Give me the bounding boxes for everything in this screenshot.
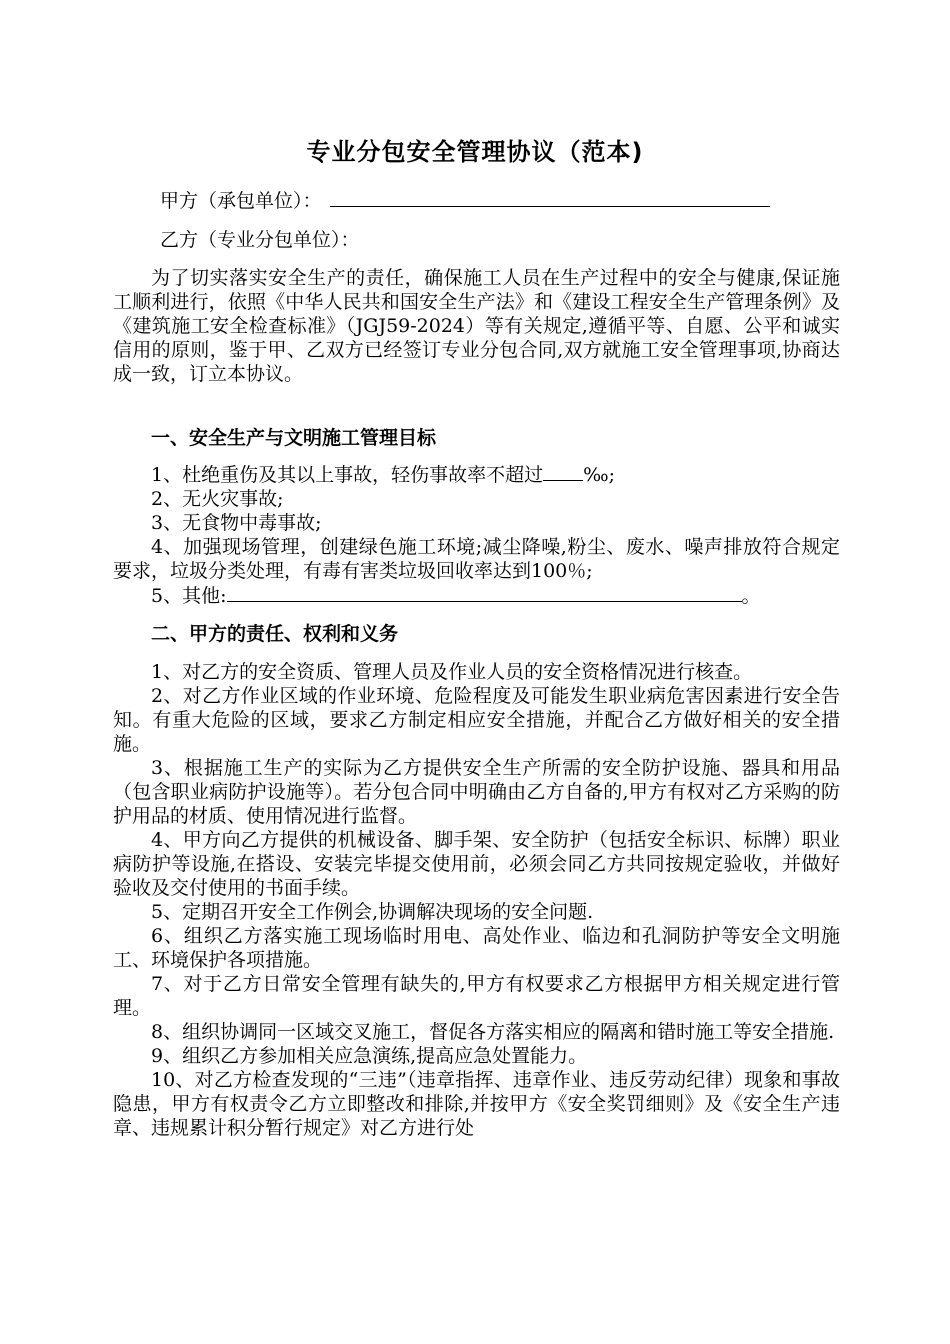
section-2-items [113,660,840,1140]
party-a-line [160,188,770,213]
party-b-line [160,228,360,252]
party-a-label: 甲方（承包单位）： [160,190,322,212]
goal-item-3: 3、无食物中毒事故; [151,512,322,534]
party-b-label: 乙方（专业分包单位）： [160,229,360,251]
party-a-duty-9: 9、组织乙方参加相关应急演练,提高应急处置能力。 [151,1045,588,1067]
party-a-duty-2: 2、对乙方作业区域的作业环境、危险程度及可能发生职业病危害因素进行安全告知。有重大危险的区域，要求乙方制定相应安全措施，并配合乙方做好相关的安全措施。 [113,685,840,755]
party-a-duty-3: 3、根据施工生产的实际为乙方提供安全生产所需的安全防护设施、器具和用品（包含职业病防护设施等）。若分包合同中明确由乙方自备的,甲方有权对乙方采购的防护用品的材质、使用情况进行监督。 [113,757,840,827]
goal-item-2: 2、无火灾事故; [151,488,284,510]
goal-item-4: 4、加强现场管理，创建绿色施工环境;减尘降噪,粉尘、废水、噪声排放符合规定要求，垃圾分类处理，有毒有害类垃圾回收率达到100％; [113,536,840,582]
injury-rate-blank[interactable] [543,462,583,481]
goal-item-5 [113,583,840,608]
section-2-heading: 二、甲方的责任、权利和义务 [151,623,399,645]
section-1 [113,426,840,608]
intro-paragraph: 为了切实落实安全生产的责任，确保施工人员在生产过程中的安全与健康,保证施工顺利进行，依照《中华人民共和国安全生产法》和《建设工程安全生产管理条例》及《建筑施工安全检查标准》（JGJ59-2024）等有关规定,遵循平等、自愿、公平和诚实信用的原则，鉴于甲、乙双方已经签订专业分包合同,双方就施工安全管理事项,协商达成一致，订立本协议。 [113,267,840,385]
intro-block [113,266,840,386]
goal-item-1-text: 1、杜绝重伤及其以上事故，轻伤事故率不超过 [151,464,544,486]
party-a-duty-5: 5、定期召开安全工作例会,协调解决现场的安全问题. [151,901,594,923]
party-a-duty-7: 7、对于乙方日常安全管理有缺失的,甲方有权要求乙方根据甲方相关规定进行管理。 [113,973,840,1019]
party-a-duty-4: 4、甲方向乙方提供的机械设备、脚手架、安全防护（包括安全标识、标牌）职业病防护等设施,在搭设、安装完毕提交使用前，必须会同乙方共同按规定验收，并做好验收及交付使用的书面手续。 [113,829,840,899]
goal-item-1 [113,462,840,487]
section-2 [113,622,840,1140]
party-a-duty-10: 10、对乙方检查发现的“三违”（违章指挥、违章作业、违反劳动纪律）现象和事故隐患，甲方有权责令乙方立即整改和排除,并按甲方《安全奖罚细则》及《安全生产违章、违规累计积分暂行规定》对乙方进行处 [113,1069,840,1139]
goal-item-1-unit: ‰; [583,464,615,486]
goal-item-5-text: 5、其他: [151,585,227,607]
goal-item-5-end: 。 [741,585,761,607]
document-title: 专业分包安全管理协议（范本) [306,138,644,166]
party-a-duty-8: 8、组织协调同一区域交叉施工，督促各方落实相应的隔离和错时施工等安全措施. [151,1021,835,1043]
party-a-blank[interactable] [330,188,770,207]
party-a-duty-6: 6、组织乙方落实施工现场临时用电、高处作业、临边和孔洞防护等安全文明施工、环境保护各项措施。 [113,925,840,971]
party-a-duty-1: 1、对乙方的安全资质、管理人员及作业人员的安全资格情况进行核查。 [151,661,753,683]
section-1-heading: 一、安全生产与文明施工管理目标 [151,427,437,449]
other-goals-blank[interactable] [227,583,742,602]
